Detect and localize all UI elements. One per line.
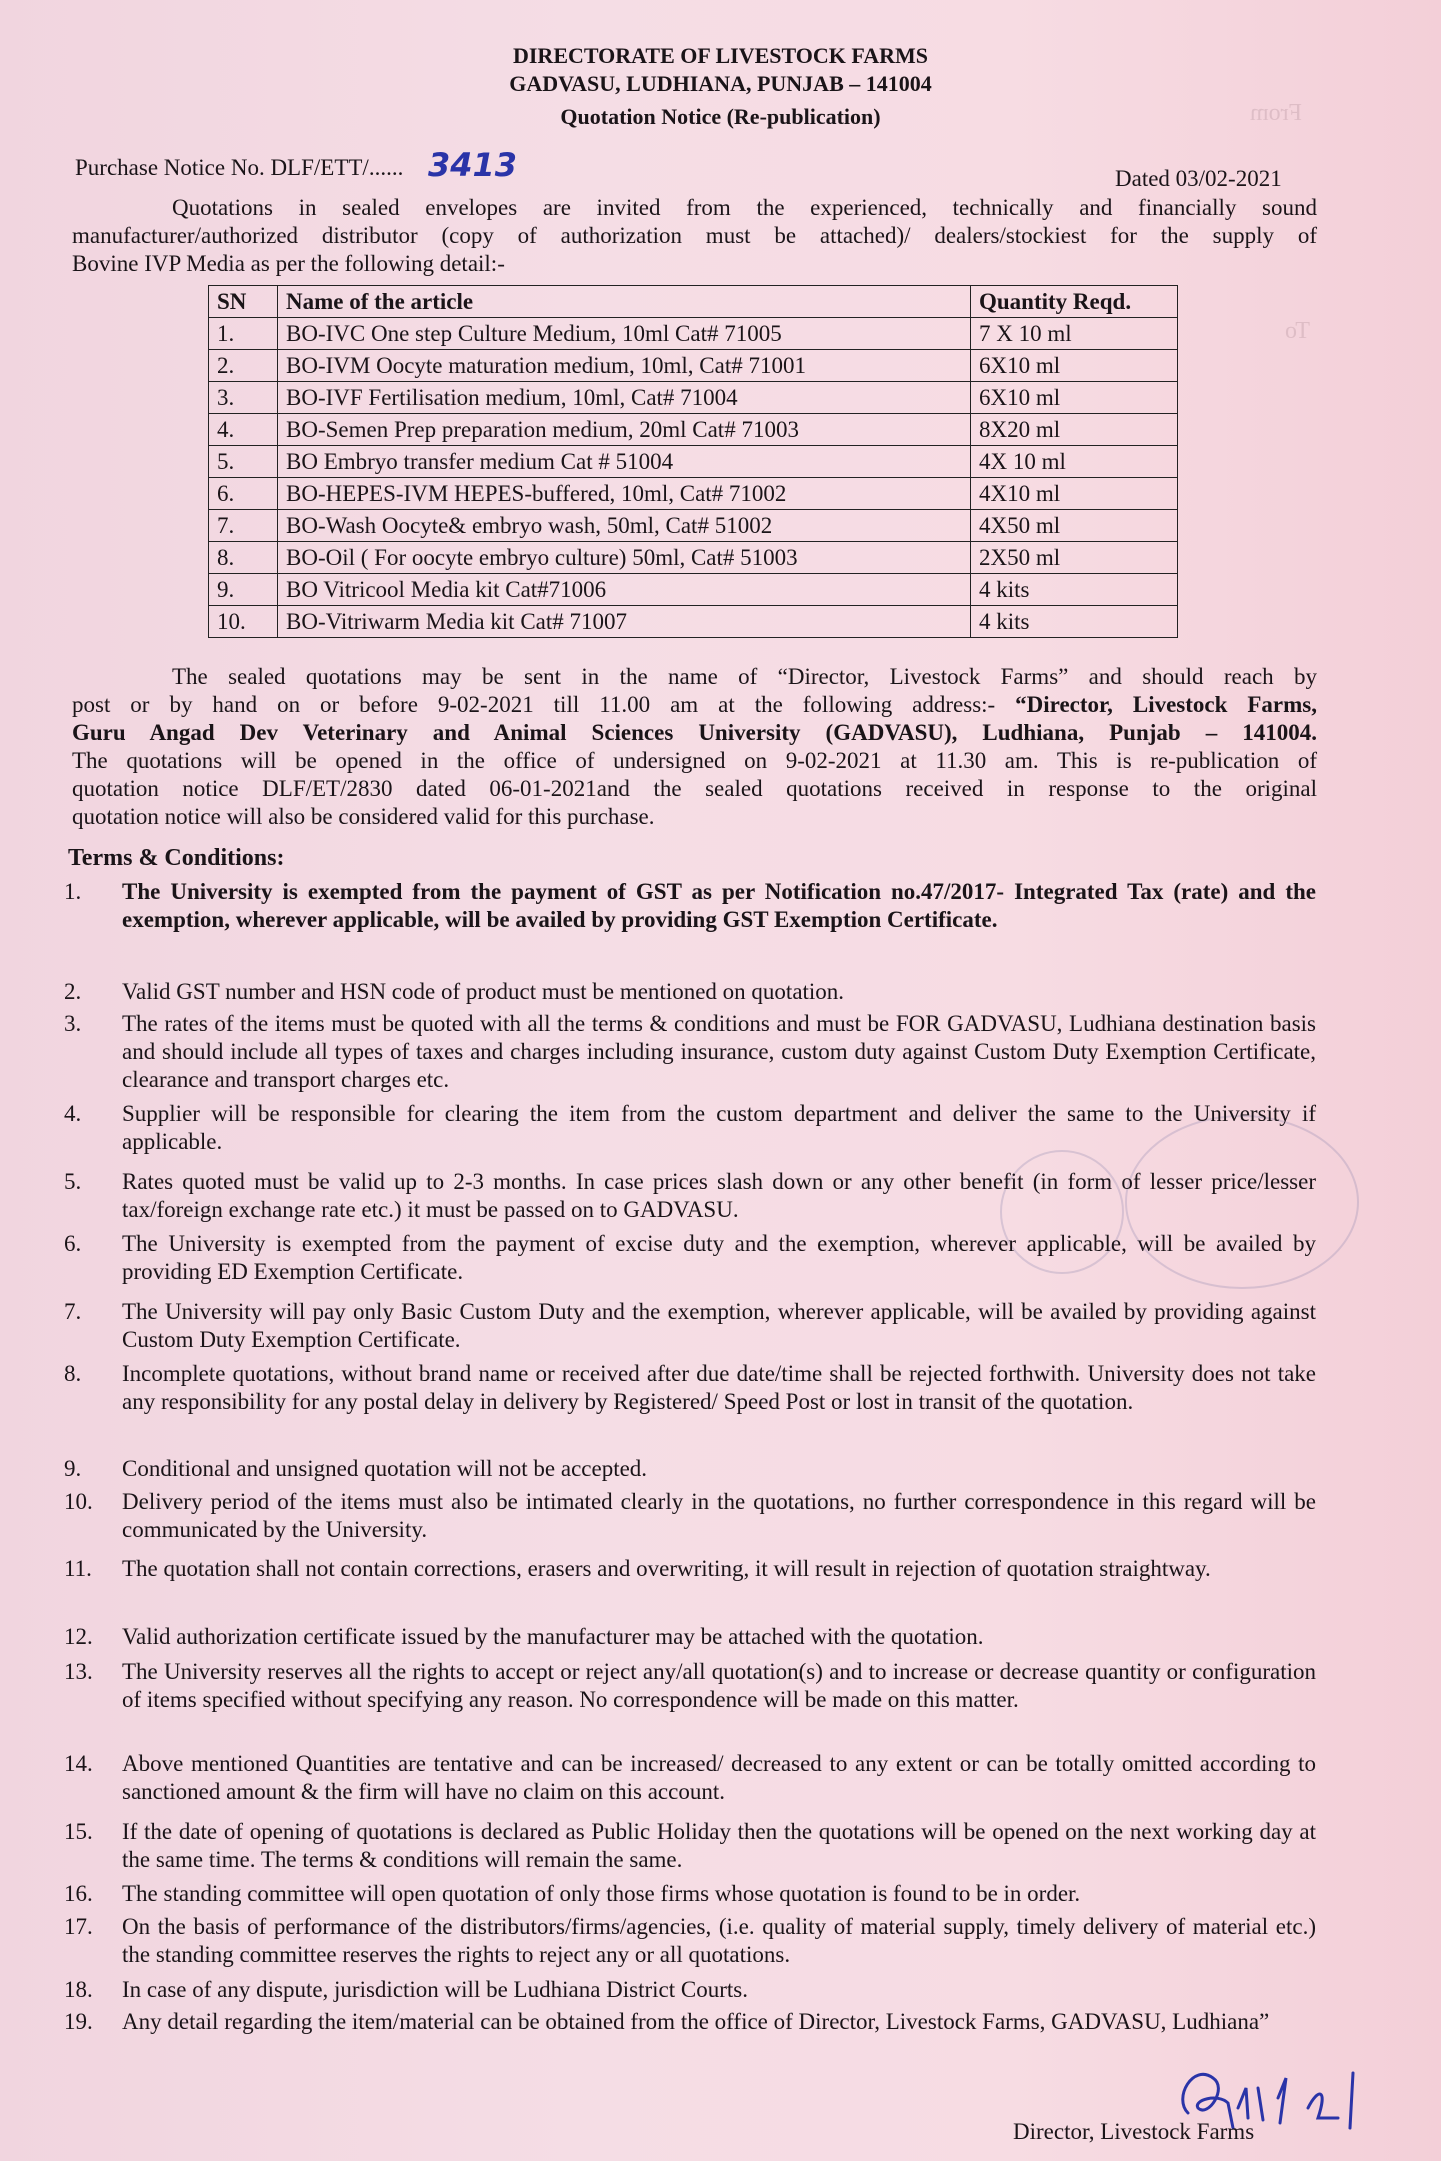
cell-quantity: 8X20 ml xyxy=(971,414,1178,446)
cell-article: BO-Semen Prep preparation medium, 20ml Cat# 71003 xyxy=(278,414,971,446)
table-row xyxy=(209,382,1178,414)
header-address: GADVASU, LUDHIANA, PUNJAB – 141004 xyxy=(509,71,932,96)
term-item xyxy=(64,1750,1316,1806)
cell-quantity: 4 kits xyxy=(971,574,1178,606)
term-number: 12. xyxy=(64,1624,93,1649)
table-row xyxy=(209,478,1178,510)
cell-sn: 10. xyxy=(209,606,278,638)
table-row xyxy=(209,510,1178,542)
cell-quantity: 2X50 ml xyxy=(971,542,1178,574)
term-number: 14. xyxy=(64,1751,93,1776)
term-item xyxy=(64,1658,1316,1742)
cell-sn: 3. xyxy=(209,382,278,414)
cell-article: BO-Vitriwarm Media kit Cat# 71007 xyxy=(278,606,971,638)
cell-article: BO Embryo transfer medium Cat # 51004 xyxy=(278,446,971,478)
bleed-through-mark: From xyxy=(1250,100,1303,126)
body-line: quotation notice will also be considered valid for this purchase. xyxy=(72,804,655,829)
term-number: 3. xyxy=(64,1011,82,1036)
table-row xyxy=(209,446,1178,478)
intro-line: Bovine IVP Media as per the following detail:- xyxy=(72,251,505,276)
term-text: Above mentioned Quantities are tentative and can be increased/ decreased to any extent or can be totally omitted according to sanctioned amount & the firm will have no claim on this account. xyxy=(122,1751,1316,1804)
cell-article: BO Vitricool Media kit Cat#71006 xyxy=(278,574,971,606)
cell-quantity: 4X10 ml xyxy=(971,478,1178,510)
term-text: Conditional and unsigned quotation will not be accepted. xyxy=(122,1456,648,1481)
term-text: If the date of opening of quotations is declared as Public Holiday then the quotations will be opened on the next working day at the same time. The terms & conditions will remain the same. xyxy=(122,1819,1316,1872)
term-item xyxy=(64,1010,1316,1094)
column-header-article: Name of the article xyxy=(278,286,971,318)
cell-sn: 1. xyxy=(209,318,278,350)
term-item xyxy=(64,1818,1316,1874)
term-number: 7. xyxy=(64,1299,82,1324)
purchase-notice-label xyxy=(75,155,403,181)
term-item xyxy=(64,1168,1316,1224)
term-number: 6. xyxy=(64,1231,82,1256)
intro-line: manufacturer/authorized distributor (copy of authorization must be attached)/ dealers/stockiest for the supply of xyxy=(72,223,1317,248)
term-text: Supplier will be responsible for clearing the item from the custom department and deliver the same to the University if applicable. xyxy=(122,1101,1316,1154)
column-header-quantity: Quantity Reqd. xyxy=(971,286,1178,318)
term-number: 4. xyxy=(64,1101,82,1126)
term-text: The quotation shall not contain corrections, erasers and overwriting, it will result in rejection of quotation straightway. xyxy=(122,1556,1211,1581)
cell-quantity: 4 kits xyxy=(971,606,1178,638)
term-text: Rates quoted must be valid up to 2-3 months. In case prices slash down or any other benefit (in form of lesser price/lesser tax/foreign exchange rate etc.) it must be passed on to GADVASU. xyxy=(122,1169,1316,1222)
table-row xyxy=(209,318,1178,350)
address-bold-text: “Director, Livestock Farms, xyxy=(1015,692,1317,717)
bleed-through-mark: To xyxy=(1285,318,1310,344)
body-text: post or by hand on or before 9-02-2021 till 11.00 am at the following address:- xyxy=(72,692,996,717)
term-item xyxy=(64,1455,1316,1483)
body-line xyxy=(72,691,1317,719)
term-number: 13. xyxy=(64,1659,93,1684)
term-number: 16. xyxy=(64,1881,93,1906)
term-text: Valid authorization certificate issued by the manufacturer may be attached with the quotation. xyxy=(122,1624,984,1649)
term-text: The University is exempted from the payment of GST as per Notification no.47/2017- Integrated Tax (rate) and the exemption, wherever applicable, will be availed by providing GST Exemption Certificate. xyxy=(122,879,1316,932)
term-item xyxy=(64,1623,1316,1651)
cell-article: BO-HEPES-IVM HEPES-buffered, 10ml, Cat# 71002 xyxy=(278,478,971,510)
body-line: quotation notice DLF/ET/2830 dated 06-01-2021and the sealed quotations received in response to the original xyxy=(72,776,1317,801)
cell-quantity: 7 X 10 ml xyxy=(971,318,1178,350)
table-row xyxy=(209,350,1178,382)
cell-article: BO-Wash Oocyte& embryo wash, 50ml, Cat# 51002 xyxy=(278,510,971,542)
term-text: The University will pay only Basic Custom Duty and the exemption, wherever applicable, will be availed by providing against Custom Duty Exemption Certificate. xyxy=(122,1299,1316,1352)
cell-quantity: 6X10 ml xyxy=(971,350,1178,382)
cell-sn: 6. xyxy=(209,478,278,510)
items-table-body xyxy=(209,318,1178,638)
term-item xyxy=(64,1360,1316,1444)
term-text: Valid GST number and HSN code of product must be mentioned on quotation. xyxy=(122,979,845,1004)
term-item xyxy=(64,1100,1316,1156)
cell-article: BO-Oil ( For oocyte embryo culture) 50ml, Cat# 51003 xyxy=(278,542,971,574)
table-row xyxy=(209,606,1178,638)
term-number: 5. xyxy=(64,1169,82,1194)
term-item xyxy=(64,1976,1316,2004)
cell-quantity: 4X50 ml xyxy=(971,510,1178,542)
table-row xyxy=(209,574,1178,606)
cell-sn: 8. xyxy=(209,542,278,574)
term-text: The rates of the items must be quoted with all the terms & conditions and must be FOR GADVASU, Ludhiana destination basis and should include all types of taxes and charges including insurance, custom duty against Custom Duty Exemption Certificate, clearance and transport charges etc. xyxy=(122,1011,1316,1092)
table-row xyxy=(209,542,1178,574)
cell-article: BO-IVM Oocyte maturation medium, 10ml, Cat# 71001 xyxy=(278,350,971,382)
term-number: 2. xyxy=(64,979,82,1004)
table-row xyxy=(209,414,1178,446)
notice-date: Dated 03/02-2021 xyxy=(1115,166,1282,191)
term-item xyxy=(64,1913,1316,1969)
cell-article: BO-IVC One step Culture Medium, 10ml Cat# 71005 xyxy=(278,318,971,350)
table-header-row xyxy=(209,286,1178,318)
term-item xyxy=(64,1230,1316,1286)
signatory-designation: Director, Livestock Farms xyxy=(1013,2119,1255,2144)
header-org-name: DIRECTORATE OF LIVESTOCK FARMS xyxy=(512,43,928,68)
term-number: 17. xyxy=(64,1914,93,1939)
cell-sn: 9. xyxy=(209,574,278,606)
term-item xyxy=(64,1880,1316,1908)
term-item xyxy=(64,1555,1316,1611)
cell-sn: 5. xyxy=(209,446,278,478)
term-item xyxy=(64,1298,1316,1354)
items-table xyxy=(208,285,1178,638)
term-number: 19. xyxy=(64,2009,93,2034)
term-number: 18. xyxy=(64,1977,93,2002)
term-item xyxy=(64,1488,1316,1544)
term-number: 1. xyxy=(64,879,82,904)
term-text: Incomplete quotations, without brand name or received after due date/time shall be rejected forthwith. University does not take any responsibility for any postal delay in delivery by Registered/ Speed Post or lost in transit of the quotation. xyxy=(122,1361,1316,1414)
terms-title: Terms & Conditions: xyxy=(68,845,285,871)
term-number: 9. xyxy=(64,1456,82,1481)
header-notice-title: Quotation Notice (Re-publication) xyxy=(560,104,881,129)
cell-quantity: 4X 10 ml xyxy=(971,446,1178,478)
cell-quantity: 6X10 ml xyxy=(971,382,1178,414)
address-bold-line: Guru Angad Dev Veterinary and Animal Sciences University (GADVASU), Ludhiana, Punjab – 141004. xyxy=(72,720,1317,745)
term-text: The University reserves all the rights to accept or reject any/all quotation(s) and to increase or decrease quantity or configuration of items specified without specifying any reason. No correspondence will be made on this matter. xyxy=(122,1659,1316,1712)
cell-sn: 7. xyxy=(209,510,278,542)
body-line: The quotations will be opened in the office of undersigned on 9-02-2021 at 11.30 am. This is re-publication of xyxy=(72,748,1317,773)
term-item xyxy=(64,878,1316,962)
term-text: On the basis of performance of the distributors/firms/agencies, (i.e. quality of material supply, timely delivery of material etc.) the standing committee reserves the rights to reject any or all quotations. xyxy=(122,1914,1316,1967)
purchase-notice-number: 3413 xyxy=(428,146,518,184)
cell-article: BO-IVF Fertilisation medium, 10ml, Cat# 71004 xyxy=(278,382,971,414)
term-item xyxy=(64,2008,1316,2064)
term-number: 15. xyxy=(64,1819,93,1844)
term-text: The standing committee will open quotation of only those firms whose quotation is found to be in order. xyxy=(122,1881,1081,1906)
body-line: The sealed quotations may be sent in the name of “Director, Livestock Farms” and should reach by xyxy=(172,664,1317,689)
term-number: 10. xyxy=(64,1489,93,1514)
term-text: The University is exempted from the payment of excise duty and the exemption, wherever applicable, will be availed by providing ED Exemption Certificate. xyxy=(122,1231,1316,1284)
cell-sn: 2. xyxy=(209,350,278,382)
term-text: In case of any dispute, jurisdiction will be Ludhiana District Courts. xyxy=(122,1977,748,2002)
term-number: 11. xyxy=(64,1556,92,1581)
term-item xyxy=(64,978,1316,1006)
cell-sn: 4. xyxy=(209,414,278,446)
purchase-notice-text: Purchase Notice No. DLF/ETT/...... xyxy=(75,155,404,180)
term-text: Any detail regarding the item/material can be obtained from the office of Director, Livestock Farms, GADVASU, Ludhiana” xyxy=(122,2009,1270,2034)
term-number: 8. xyxy=(64,1361,82,1386)
column-header-sn: SN xyxy=(209,286,278,318)
intro-line: Quotations in sealed envelopes are invited from the experienced, technically and financially sound xyxy=(172,195,1317,220)
term-text: Delivery period of the items must also be intimated clearly in the quotations, no further correspondence in this regard will be communicated by the University. xyxy=(122,1489,1316,1542)
